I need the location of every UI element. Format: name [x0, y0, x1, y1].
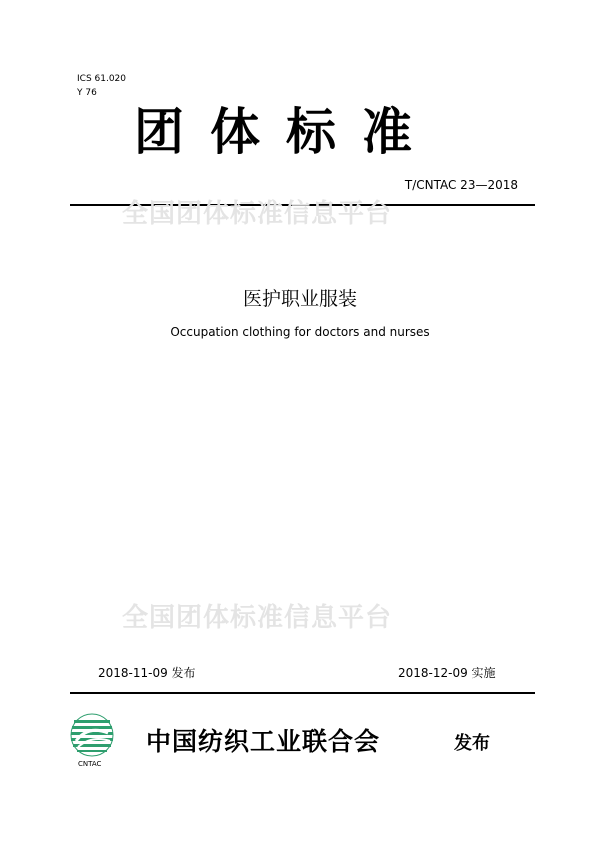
- document-type-title: 团体标准: [134, 102, 438, 161]
- implement-date: 2018-12-09 实施: [398, 666, 496, 680]
- watermark-top: 全国团体标准信息平台: [122, 199, 393, 229]
- watermark-bottom: 全国团体标准信息平台: [122, 603, 393, 633]
- standard-title-cn: 医护职业服装: [242, 288, 357, 310]
- publish-date: 2018-11-09 发布: [98, 666, 196, 680]
- ccs-code: Y 76: [77, 88, 97, 98]
- ics-code: ICS 61.020: [77, 74, 127, 84]
- issuer-name: 中国纺织工业联合会: [146, 727, 381, 756]
- bottom-rule: [70, 692, 535, 694]
- standard-title-en: Occupation clothing for doctors and nurses: [170, 325, 430, 339]
- cntac-logo-icon: [68, 711, 116, 759]
- standard-number: T/CNTAC 23—2018: [404, 178, 518, 192]
- issuer-suffix: 发布: [454, 733, 490, 754]
- logo-caption: CNTAC: [78, 760, 102, 768]
